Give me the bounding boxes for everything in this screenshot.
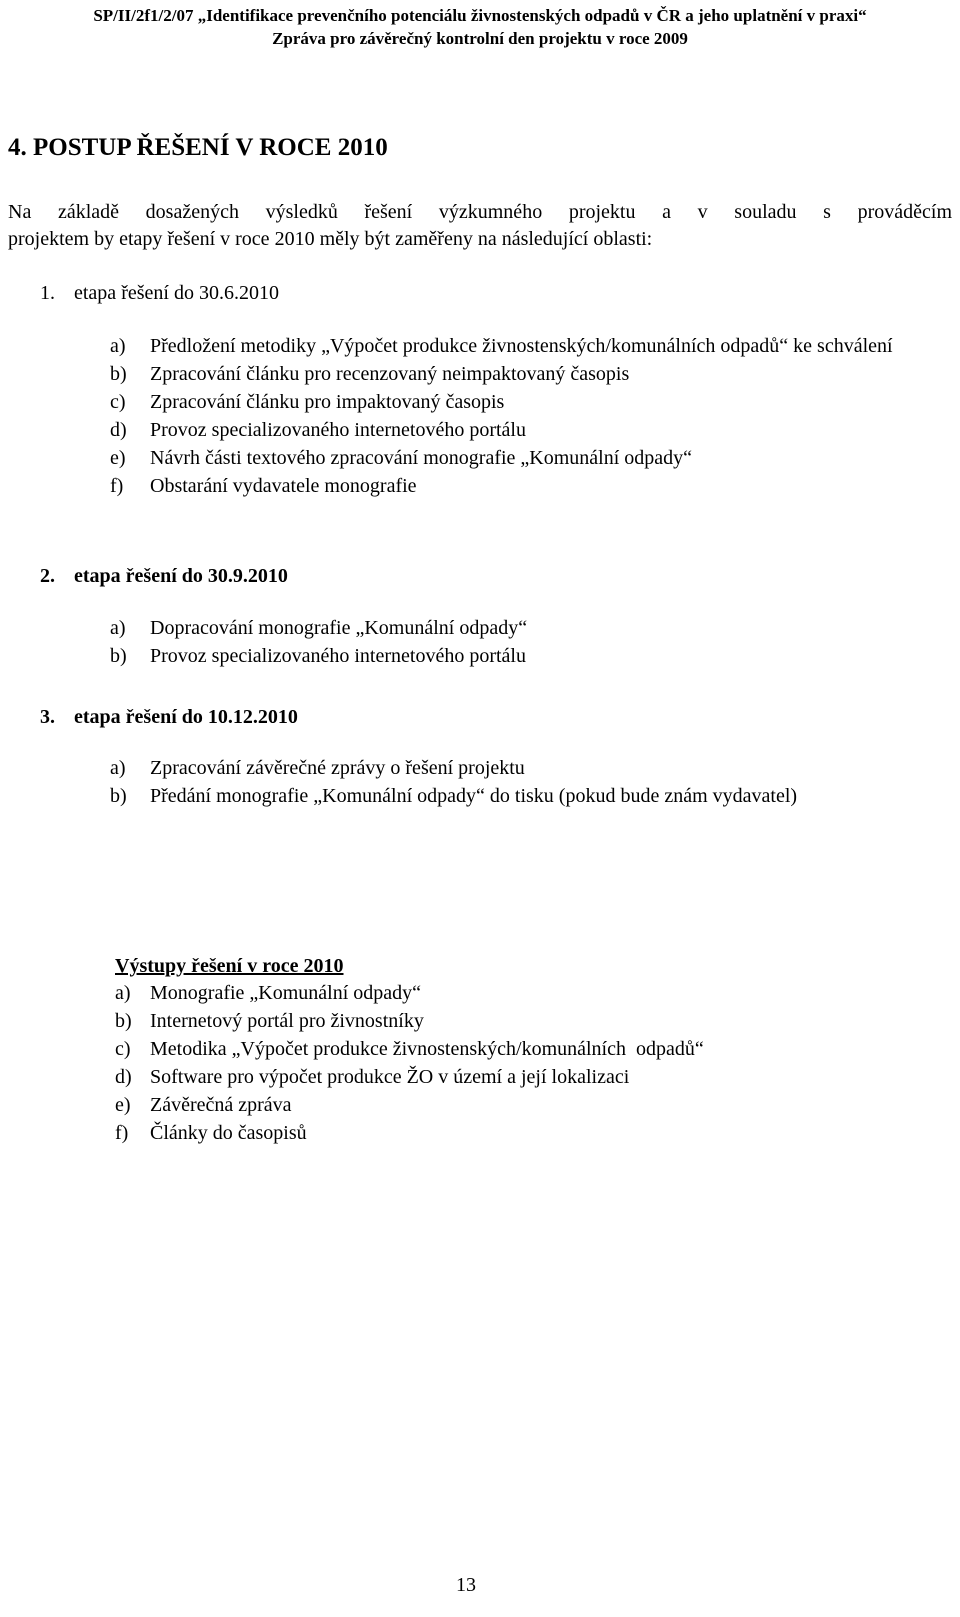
stage-3-label: etapa řešení do 10.12.2010 [74, 706, 298, 728]
list-item-text: Provoz specializovaného internetového portálu [150, 419, 526, 441]
list-marker: b) [110, 785, 127, 807]
list-item [110, 444, 932, 472]
list-item [115, 1007, 935, 1035]
list-marker: b) [115, 1010, 132, 1032]
list-marker: e) [110, 447, 126, 469]
stage-2-label: etapa řešení do 30.9.2010 [74, 565, 288, 587]
list-item [110, 614, 932, 642]
list-marker: f) [110, 475, 124, 497]
list-item [110, 360, 932, 388]
list-marker: a) [115, 982, 131, 1004]
list-item-text: Zpracování článku pro recenzovaný neimpaktovaný časopis [150, 363, 630, 385]
list-item-text: Předložení metodiky „Výpočet produkce živnostenských/komunálních odpadů“ ke schválení [150, 335, 893, 357]
list-item [115, 979, 935, 1007]
list-item [115, 1119, 935, 1147]
list-marker: d) [110, 419, 127, 441]
stage-1-task-list [110, 332, 932, 500]
stage-1-heading [40, 280, 279, 306]
list-item [115, 1063, 935, 1091]
list-item [110, 472, 932, 500]
outputs-list [115, 979, 935, 1147]
list-marker: d) [115, 1066, 132, 1088]
list-item [110, 416, 932, 444]
stage-1-label: etapa řešení do 30.6.2010 [74, 282, 279, 304]
stage-3-number: 3. [40, 706, 55, 728]
list-item [110, 332, 932, 360]
list-marker: b) [110, 363, 127, 385]
list-item-text: Zpracování článku pro impaktovaný časopis [150, 391, 505, 413]
running-header-project-title: SP/II/2f1/2/07 „Identifikace prevenčního potenciálu živnostenských odpadů v ČR a jeho uplatnění v praxi“ [93, 6, 867, 25]
stage-2-number: 2. [40, 565, 55, 587]
list-marker: a) [110, 617, 126, 639]
list-marker: e) [115, 1094, 131, 1116]
list-marker: c) [115, 1038, 131, 1060]
stage-2-heading [40, 563, 288, 589]
outputs-heading: Výstupy řešení v roce 2010 [115, 955, 344, 977]
list-item [110, 388, 932, 416]
list-item-text: Internetový portál pro živnostníky [150, 1010, 424, 1032]
list-item-text: Předání monografie „Komunální odpady“ do tisku (pokud bude znám vydavatel) [150, 785, 798, 807]
list-item [110, 642, 932, 670]
list-item-text: Obstarání vydavatele monografie [150, 475, 417, 497]
stage-3-task-list [110, 754, 932, 810]
list-item-text: Metodika „Výpočet produkce živnostenských/komunálních odpadů“ [150, 1038, 704, 1060]
list-marker: a) [110, 335, 126, 357]
stage-1-number: 1. [40, 282, 55, 304]
list-marker: a) [110, 757, 126, 779]
stage-3-heading [40, 704, 298, 730]
running-header-report-title: Zpráva pro závěrečný kontrolní den projektu v roce 2009 [272, 29, 688, 48]
list-item-text: Závěrečná zpráva [150, 1094, 292, 1116]
intro-line-1: Na základě dosažených výsledků řešení výzkumného projektu a v souladu s prováděcím [8, 201, 952, 223]
intro-line-2: projektem by etapy řešení v roce 2010 měly být zaměřeny na následující oblasti: [8, 228, 653, 250]
list-item [110, 782, 932, 810]
list-item-text: Software pro výpočet produkce ŽO v území a její lokalizaci [150, 1066, 630, 1088]
list-item-text: Dopracování monografie „Komunální odpady“ [150, 617, 528, 639]
section-title: 4. POSTUP ŘEŠENÍ V ROCE 2010 [8, 134, 388, 161]
intro-paragraph [8, 199, 952, 253]
list-item-text: Návrh části textového zpracování monografie „Komunální odpady“ [150, 447, 693, 469]
list-item-text: Monografie „Komunální odpady“ [150, 982, 422, 1004]
list-item-text: Provoz specializovaného internetového portálu [150, 645, 526, 667]
page-number: 13 [456, 1574, 476, 1596]
list-item [110, 754, 932, 782]
list-item-text: Zpracování závěrečné zprávy o řešení projektu [150, 757, 525, 779]
list-marker: c) [110, 391, 126, 413]
list-marker: f) [115, 1122, 129, 1144]
list-item-text: Články do časopisů [150, 1122, 307, 1144]
list-marker: b) [110, 645, 127, 667]
list-item [115, 1035, 935, 1063]
stage-2-task-list [110, 614, 932, 670]
list-item [115, 1091, 935, 1119]
